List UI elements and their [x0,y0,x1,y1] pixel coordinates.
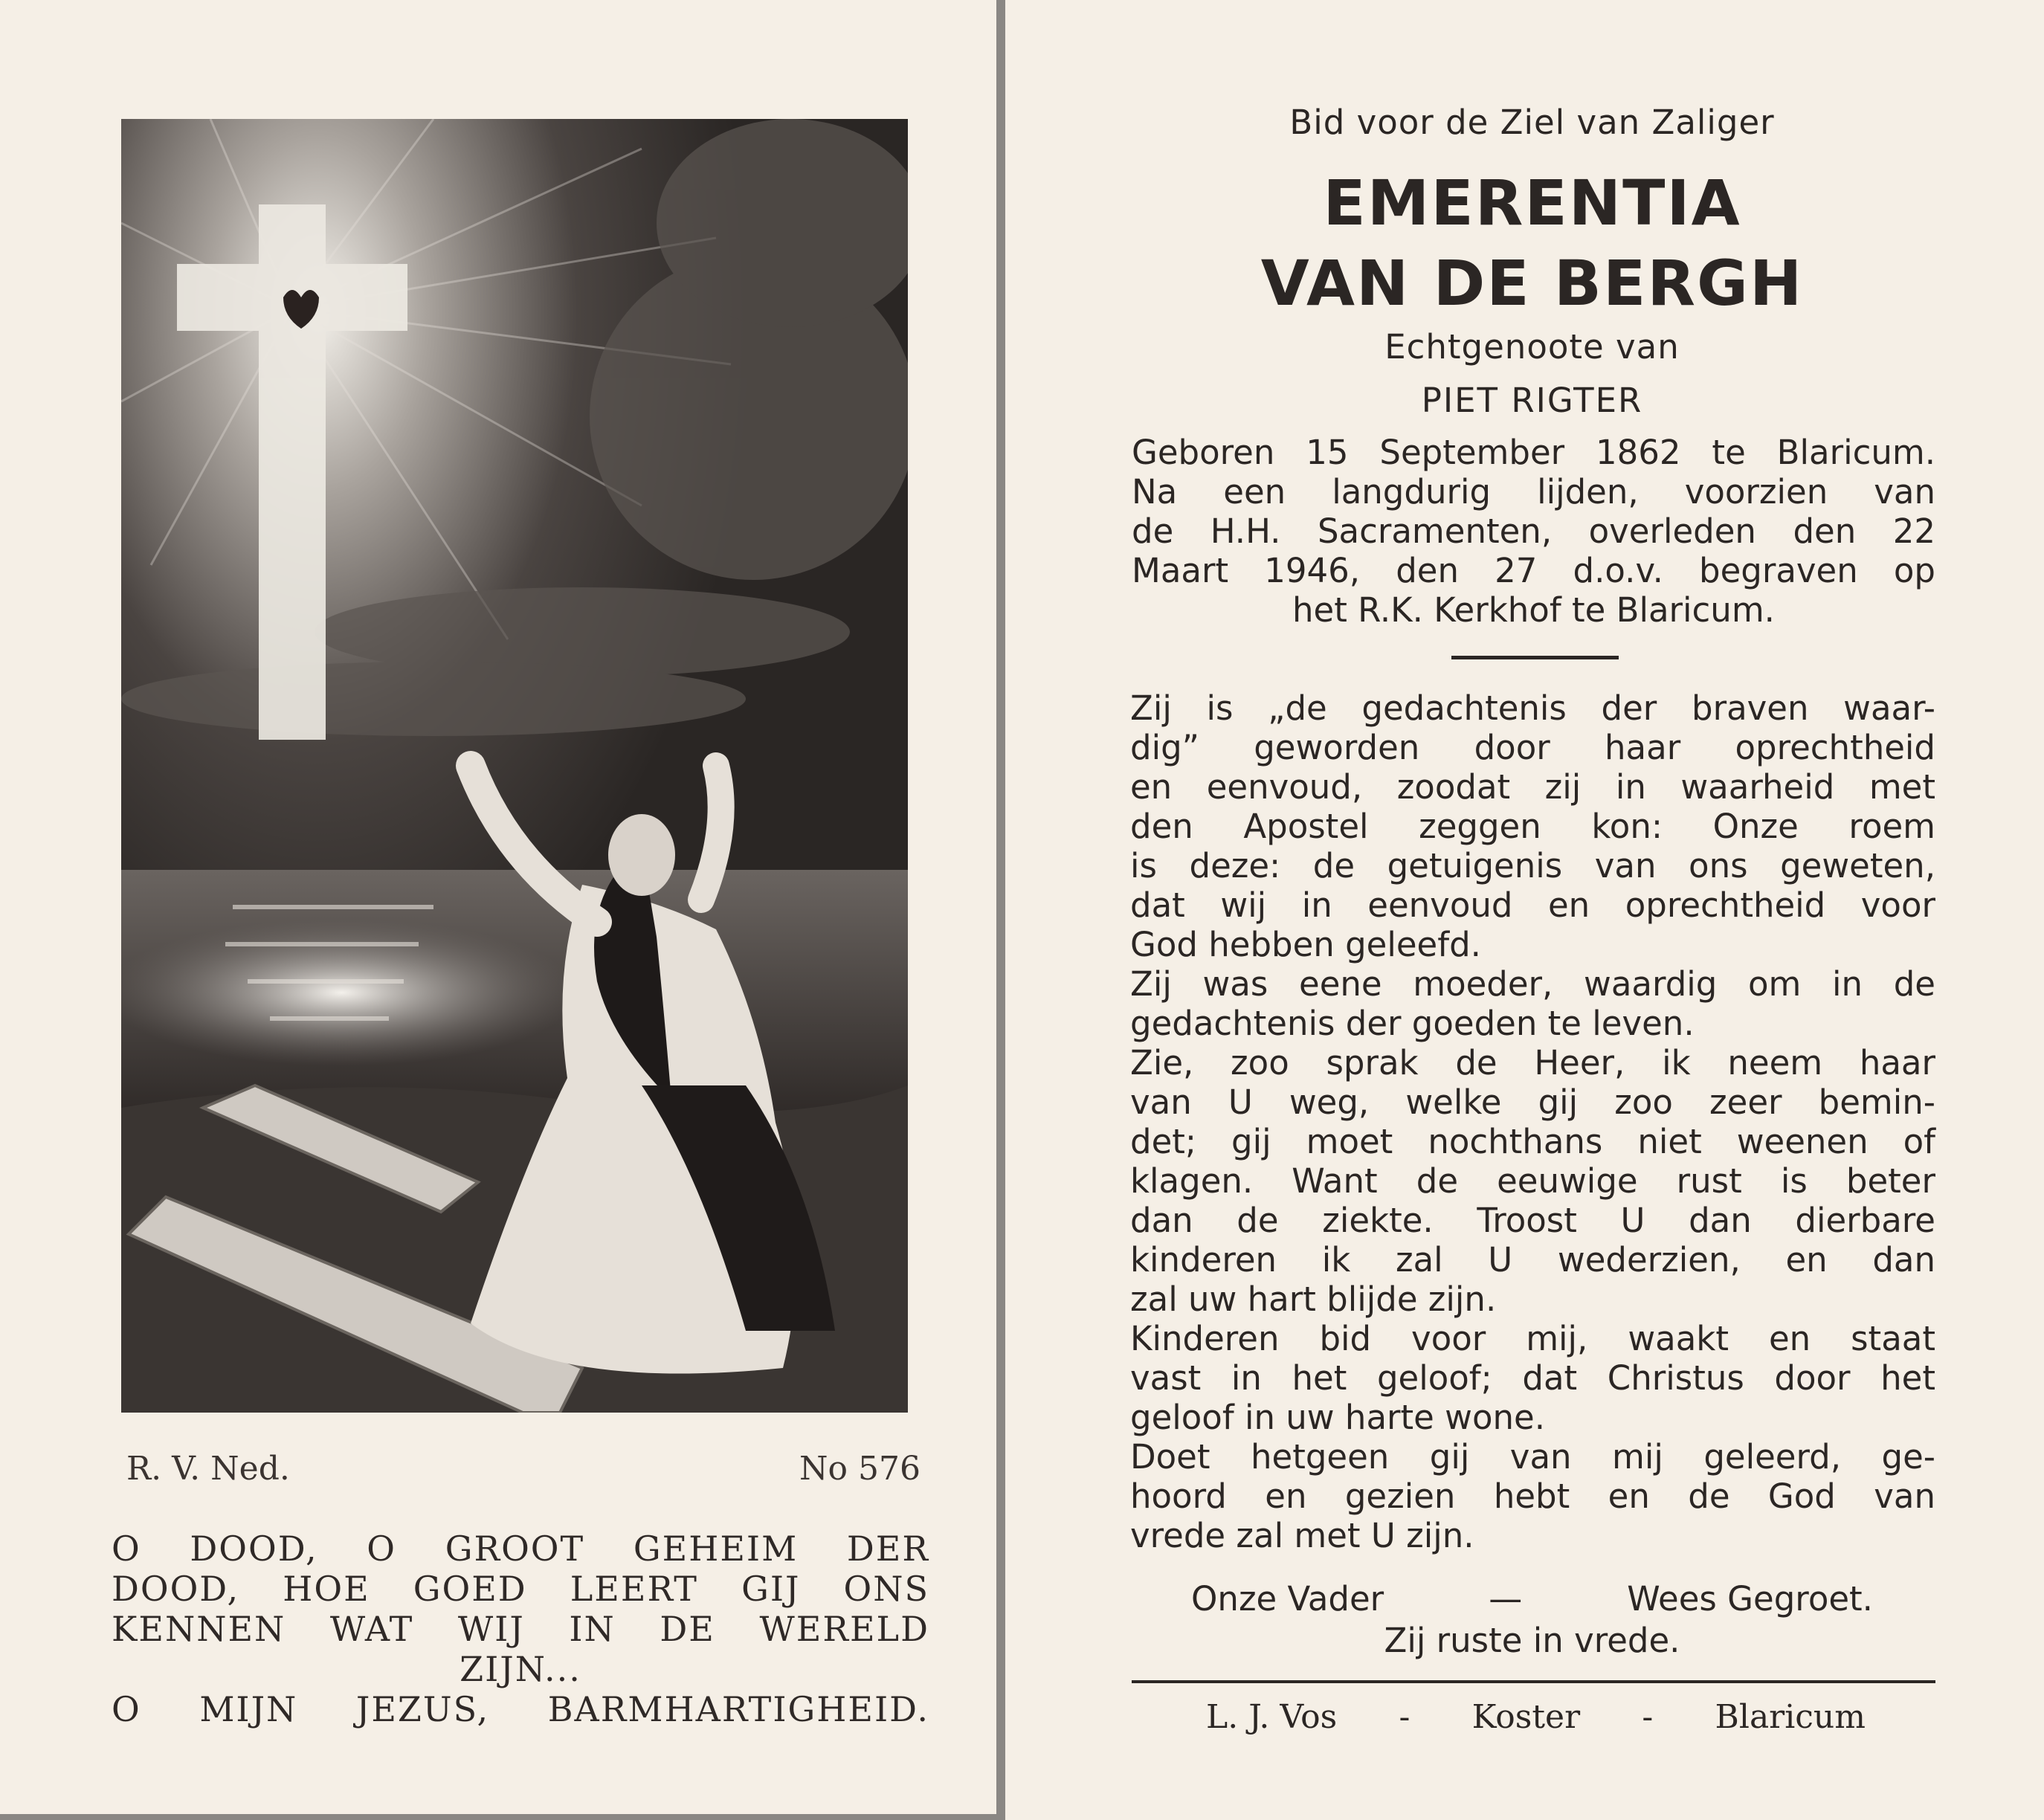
verse-line: KENNEN WAT WIJ IN DE WERELD [112,1609,929,1649]
text-line: den Apostel zeggen kon: Onze roem [1130,807,1935,846]
publisher-mark: R. V. Ned. [126,1450,290,1488]
deceased-first-name: EMERENTIA [1323,167,1741,239]
text-line: Zij is „de gedachtenis der braven waar- [1130,688,1935,728]
text-line: hoord en gezien hebt en de God van [1130,1477,1935,1516]
bio-line: de H.H. Sacramenten, overleden den 22 [1132,512,1935,551]
text-line: dat wij in eenvoud en oprechtheid voor [1130,885,1935,925]
verse-line: DOOD, HOE GOED LEERT GIJ ONS [112,1569,929,1609]
text-line: God hebben geleefd. [1130,925,1481,964]
devotional-illustration [121,119,908,1413]
prayer-our-father: Onze Vader [1191,1579,1384,1619]
rest-in-peace: Zij ruste in vrede. [1384,1621,1680,1660]
intro-line: Bid voor de Ziel van Zaliger [1289,103,1775,142]
bio-line: Na een langdurig lijden, voorzien van [1132,472,1935,512]
card-number: No 576 [799,1450,921,1488]
text-line: Doet hetgeen gij van mij geleerd, ge- [1130,1437,1935,1477]
text-line: det; gij moet nochthans niet weenen of [1130,1122,1935,1161]
deceased-surname: VAN DE BERGH [1260,247,1804,320]
text-line: kinderen ik zal U wederzien, en dan [1130,1240,1935,1280]
text-line: is deze: de getuigenis van ons geweten, [1130,846,1935,885]
front-verse [112,1529,929,1729]
printer-credit [1206,1698,1866,1736]
verse-line: ZIJN... [460,1649,581,1689]
printer-role: Koster [1471,1698,1581,1736]
printer-separator: - [1642,1698,1654,1736]
bio-line: het R.K. Kerkhof te Blaricum. [1292,590,1775,630]
bio-line: Maart 1946, den 27 d.o.v. begraven op [1132,551,1935,590]
footer-divider [1132,1680,1935,1683]
prayer-request [1191,1579,1873,1619]
text-line: zal uw hart blijde zijn. [1130,1280,1497,1319]
text-line: vrede zal met U zijn. [1130,1516,1474,1555]
prayer-hail-mary: Wees Gegroet. [1627,1579,1873,1619]
verse-line: O MIJN JEZUS, BARMHARTIGHEID. [112,1689,929,1729]
spouse-name: PIET RIGTER [1421,381,1643,420]
text-line: dig” geworden door haar oprechtheid [1130,728,1935,767]
biography [1132,433,1935,630]
printer-name: L. J. Vos [1206,1698,1338,1736]
text-line: Kinderen bid voor mij, waakt en staat [1130,1319,1935,1358]
holy-card-front [0,0,996,1814]
printer-separator: - [1399,1698,1411,1736]
text-line: en eenvoud, zoodat zij in waarheid met [1130,767,1935,807]
spouse-label: Echtgenoote van [1384,327,1680,367]
card-caption [126,1450,921,1494]
text-line: geloof in uw harte wone. [1130,1398,1545,1437]
printer-place: Blaricum [1715,1698,1866,1736]
holy-card-back [1005,0,2044,1820]
prayer-dash: — [1489,1579,1523,1619]
verse-line: O DOOD, O GROOT GEHEIM DER [112,1529,929,1569]
text-line: Zij was eene moeder, waardig om in de [1130,964,1935,1004]
divider [1451,656,1619,659]
text-line: dan de ziekte. Troost U dan dierbare [1130,1201,1935,1240]
text-line: vast in het geloof; dat Christus door het [1130,1358,1935,1398]
text-line: gedachtenis der goeden te leven. [1130,1004,1695,1043]
text-line: Zie, zoo sprak de Heer, ik neem haar [1130,1043,1935,1082]
text-line: van U weg, welke gij zoo zeer bemin- [1130,1082,1935,1122]
kneeling-woman-cross-image [121,119,908,1413]
memorial-text [1130,688,1935,1555]
text-line: klagen. Want de eeuwige rust is beter [1130,1161,1935,1201]
bio-line: Geboren 15 September 1862 te Blaricum. [1132,433,1935,472]
